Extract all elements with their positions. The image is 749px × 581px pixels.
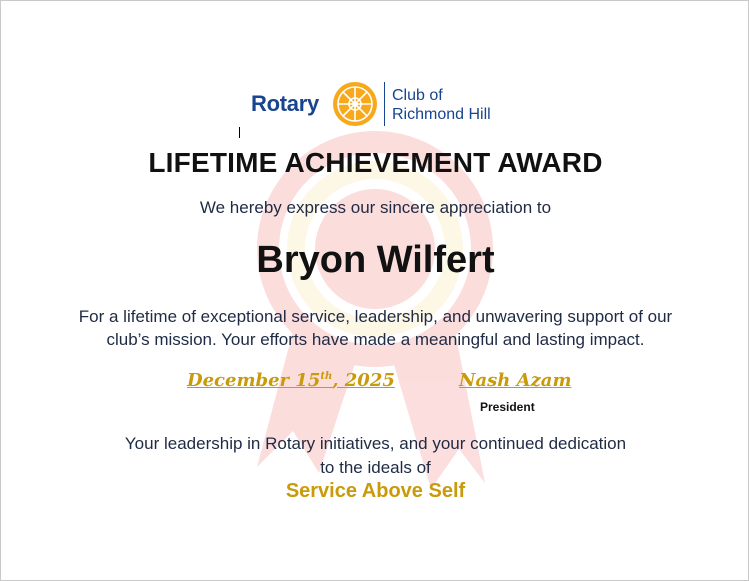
closing-line: Your leadership in Rotary initiatives, and your continued dedication — [124, 434, 627, 453]
text-cursor — [239, 127, 240, 138]
logo-club-name — [392, 86, 491, 124]
signature-title: President — [480, 400, 535, 414]
appreciation-line: We hereby express our sincere appreciation to — [199, 198, 552, 217]
award-date — [187, 370, 395, 391]
date-ordinal: th — [320, 371, 333, 382]
date-year: , 2025 — [332, 370, 395, 391]
closing-text — [1, 432, 749, 480]
citation-line: club’s mission. Your efforts have made a meaningful and lasting impact. — [106, 330, 645, 349]
rotary-motto: Service Above Self — [285, 480, 466, 502]
logo-club-line1: Club of — [392, 87, 443, 104]
logo-brand-text: Rotary — [251, 91, 319, 116]
rotary-wheel-icon — [331, 80, 379, 128]
logo-divider — [384, 82, 385, 126]
president-signature: Nash Azam — [459, 370, 572, 391]
club-logo — [251, 80, 511, 132]
recipient-name: Bryon Wilfert — [256, 239, 495, 281]
closing-line: to the ideals of — [320, 458, 431, 477]
date-month-day: December 15 — [187, 370, 321, 391]
award-title: LIFETIME ACHIEVEMENT AWARD — [148, 147, 603, 178]
logo-club-line2: Richmond Hill — [392, 106, 491, 123]
citation-line: For a lifetime of exceptional service, leadership, and unwavering support of our — [78, 307, 673, 326]
citation-text — [41, 305, 710, 351]
